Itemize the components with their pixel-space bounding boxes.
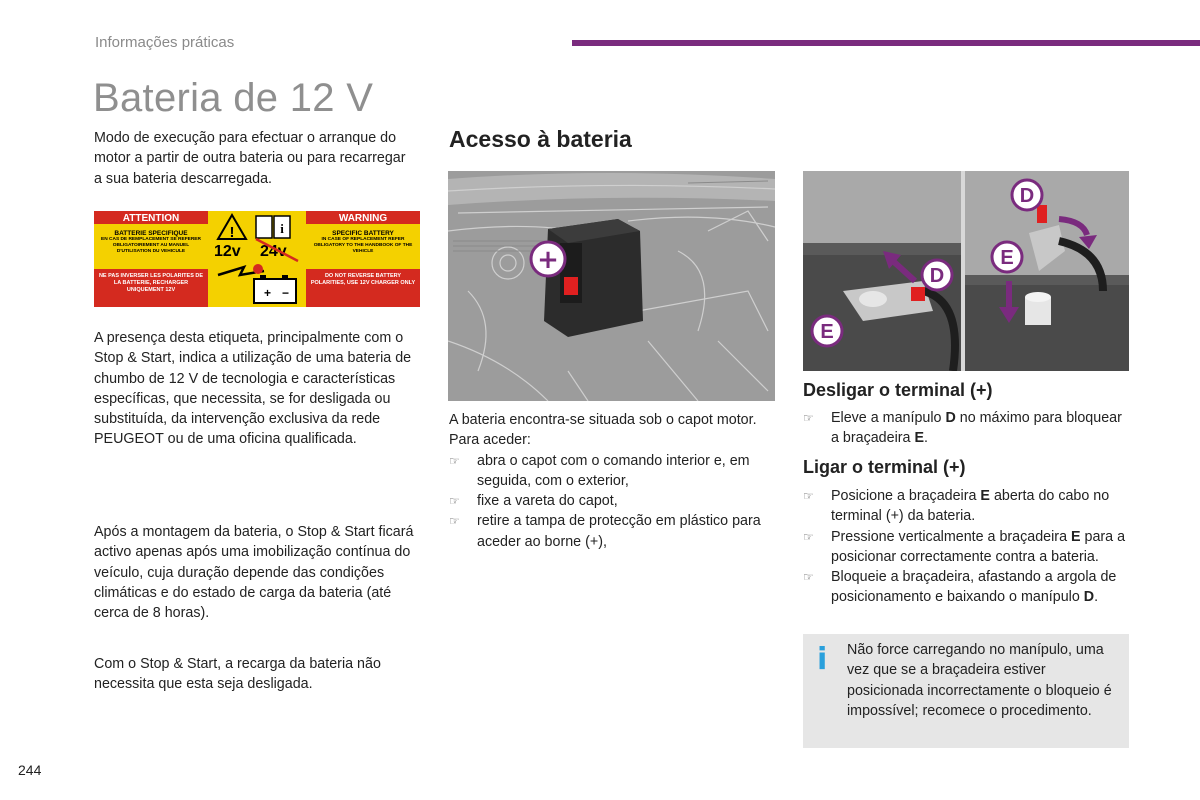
reassembly-paragraph: Após a montagem da bateria, o Stop & Start ficará activo apenas após uma imobilização contínua do veículo, cuja duração depende das condições climáticas e do estado de carga da bateria (até cerca de 8 horas). (94, 524, 414, 622)
svg-text:D: D (1019, 185, 1035, 207)
list-item: ☞ Pressione verticalmente a braçadeira E para a posicionar correctamente contra a bateria. (803, 528, 1126, 565)
disconnect-steps (803, 408, 1133, 449)
svg-text:−: − (282, 286, 290, 300)
header-accent-bar (572, 40, 1200, 46)
positive-terminal-cover (564, 277, 578, 295)
terminal-clamp-illustration (803, 171, 1129, 371)
list-item: ☞ abra o capot com o comando interior e, em seguida, com o exterior, (449, 452, 750, 489)
hand-pointer-icon: ☞ (449, 453, 460, 468)
svg-text:+: + (537, 245, 559, 275)
label-24v: 24v (260, 243, 287, 260)
battery-icon (254, 279, 296, 303)
list-item: ☞ retire a tampa de protecção em plástico para aceder ao borne (+), (449, 513, 761, 550)
hand-pointer-icon: ☞ (803, 529, 814, 544)
section-label: Informações práticas (95, 34, 235, 51)
battery-warning-label (94, 211, 420, 307)
info-box (803, 634, 1129, 748)
connect-heading: Ligar o terminal (+) (803, 457, 966, 477)
engine-bay-illustration (448, 171, 775, 401)
intro-paragraph: Modo de execução para efectuar o arranque do motor a partir de outra bateria ou para recarregar a sua bateria descarregada. (94, 130, 406, 187)
label-warning: WARNING (338, 213, 388, 224)
hand-pointer-icon: ☞ (449, 514, 460, 529)
disconnect-heading: Desligar o terminal (+) (803, 380, 993, 400)
label-en-bottom: DO NOT REVERSE BATTERY POLARITIES, USE 12V CHARGER ONLY (310, 273, 416, 286)
list-item: ☞ Posicione a braçadeira E aberta do cabo no terminal (+) da bateria. (803, 488, 1110, 525)
connect-steps (803, 486, 1133, 608)
hand-pointer-icon: ☞ (803, 411, 814, 425)
hand-pointer-icon: ☞ (803, 489, 814, 503)
info-icon: i (817, 642, 828, 677)
label-fr-top: BATTERIE SPECIFIQUE (114, 230, 188, 237)
hand-pointer-icon: ☞ (803, 570, 814, 585)
hand-pointer-icon: ☞ (449, 494, 460, 509)
label-12v: 12v (214, 243, 241, 260)
list-item: ☞ Eleve a manípulo D no máximo para bloquear a braçadeira E. (803, 410, 1122, 447)
label-fr-top-sub: EN CAS DE REMPLACEMENT SE REFERER OBLIGATOIREMENT AU MANUEL D'UTILISATION DU VEHICULE (101, 237, 201, 254)
svg-text:+: + (264, 286, 272, 300)
access-instructions (449, 410, 779, 552)
info-text: Não force carregando no manípulo, uma vez que se a braçadeira estiver posicionada incorrectamente o bloqueio é impossível; recomece o procedimento. (847, 642, 1112, 719)
label-en-top-sub: IN CASE OF REPLACEMENT REFER OBLIGATORY TO THE HANDBOOK OF THE VEHICLE (313, 237, 413, 254)
list-item: ☞ fixe a vareta do capot, (449, 491, 779, 511)
label-en-top: SPECIFIC BATTERY (332, 230, 394, 237)
label-fr-bottom: NE PAS INVERSER LES POLARITES DE LA BATTERIE, RECHARGER UNIQUEMENT 12V (98, 273, 204, 293)
battery-access-heading: Acesso à bateria (449, 126, 632, 152)
list-item: ☞ Bloqueie a braçadeira, afastando a argola de posicionamento e baixando o manípulo D. (803, 569, 1117, 606)
page-title: Bateria de 12 V (93, 76, 374, 120)
manual-icon (256, 216, 272, 238)
page-number: 244 (18, 762, 42, 778)
battery-location-caption: A bateria encontra-se situada sob o capot motor. (449, 412, 757, 428)
access-lead: Para aceder: (449, 432, 531, 449)
label-attention: ATTENTION (122, 213, 180, 224)
svg-text:i: i (280, 221, 284, 236)
svg-text:E: E (1000, 247, 1014, 269)
svg-text:D: D (929, 265, 945, 287)
svg-text:E: E (820, 321, 834, 343)
stop-start-paragraph: A presença desta etiqueta, principalmente com o Stop & Start, indica a utilização de uma bateria de chumbo de 12 V de tecnologia e características específicas, que necessita, se for desligada ou substituída, da intervenção exclusiva da rede PEUGEOT ou de uma oficina qualificada. (94, 330, 412, 448)
svg-text:!: ! (229, 224, 235, 241)
recharge-paragraph: Com o Stop & Start, a recarga da bateria não necessita que esta seja desligada. (94, 656, 381, 693)
